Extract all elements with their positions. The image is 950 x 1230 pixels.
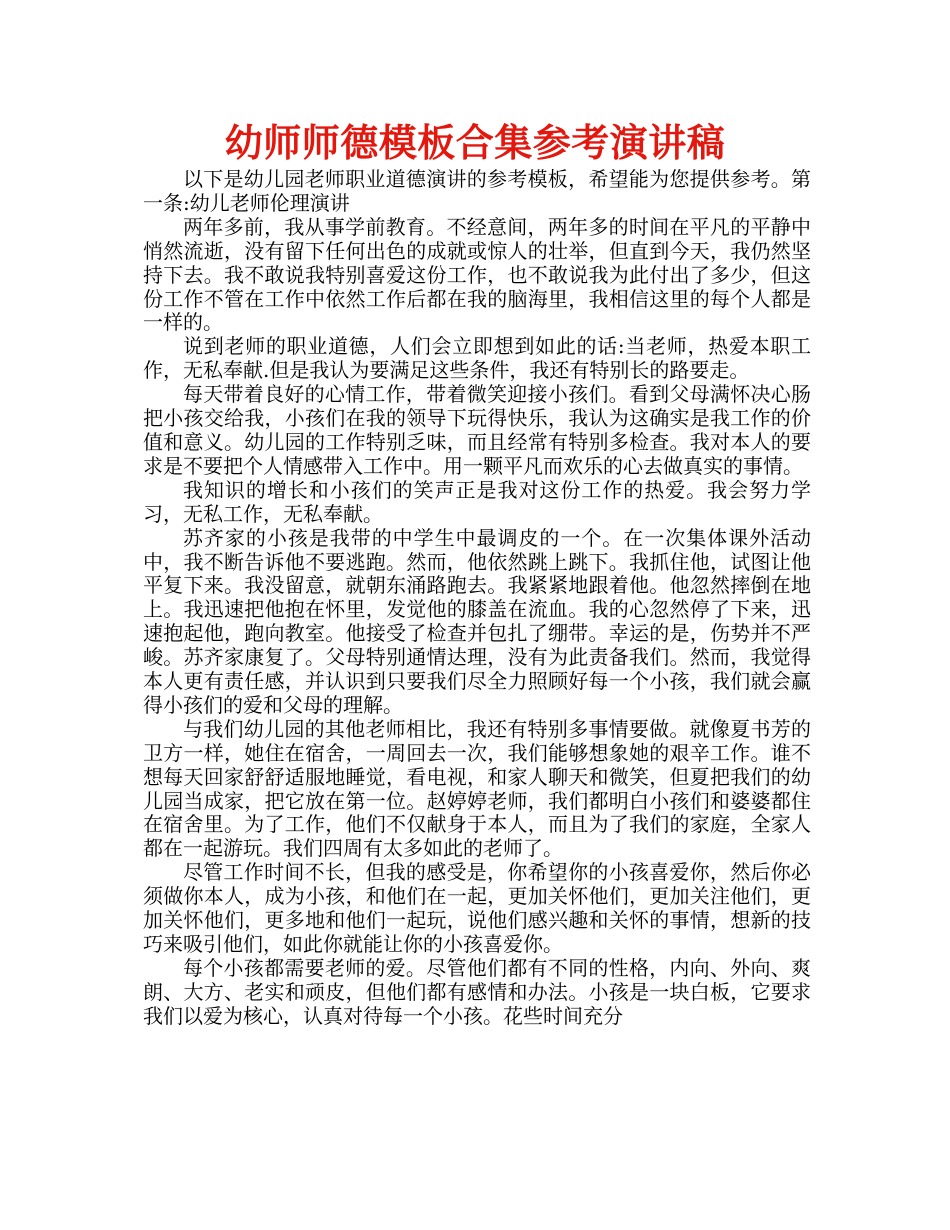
paragraph: 说到老师的职业道德，人们会立即想到如此的话:当老师，热爱本职工作，无私奉献.但是我认为要满足这些条件，我还有特别长的路要走。 (143, 334, 811, 383)
paragraph: 尽管工作时间不长，但我的感受是，你希望你的小孩喜爱你，然后你必须做你本人，成为小孩，和他们在一起，更加关怀他们，更加关注他们，更加关怀他们，更多地和他们一起玩，说他们感兴趣和关怀的事情，想新的技巧来吸引他们，如此你就能让你的小孩喜爱你。 (143, 860, 811, 956)
paragraph: 每天带着良好的心情工作，带着微笑迎接小孩们。看到父母满怀决心肠把小孩交给我，小孩们在我的领导下玩得快乐，我认为这确实是我工作的价值和意义。幼儿园的工作特别乏味，而且经常有特别多检查。我对本人的要求是不要把个人情感带入工作中。用一颗平凡而欢乐的心去做真实的事情。 (143, 382, 811, 478)
paragraph: 以下是幼儿园老师职业道德演讲的参考模板，希望能为您提供参考。第一条:幼儿老师伦理演讲 (143, 167, 811, 215)
paragraph: 我知识的增长和小孩们的笑声正是我对这份工作的热爱。我会努力学习，无私工作，无私奉献。 (143, 477, 811, 526)
paragraph: 两年多前，我从事学前教育。不经意间，两年多的时间在平凡的平静中悄然流逝，没有留下任何出色的成就或惊人的壮举，但直到今天，我仍然坚持下去。我不敢说我特别喜爱这份工作，也不敢说我为此付出了多少，但这份工作不管在工作中依然工作后都在我的脑海里，我相信这里的每个人都是一样的。 (143, 214, 811, 335)
document-body (143, 168, 811, 1029)
paragraph: 与我们幼儿园的其他老师相比，我还有特别多事情要做。就像夏书芳的卫方一样，她住在宿舍，一周回去一次，我们能够想象她的艰辛工作。谁不想每天回家舒舒适服地睡觉，看电视，和家人聊天和微笑，但夏把我们的幼儿园当成家，把它放在第一位。赵婷婷老师，我们都明白小孩们和婆婆都住在宿舍里。为了工作，他们不仅献身于本人，而且为了我们的家庭，全家人都在一起游玩。我们四周有太多如此的老师了。 (143, 716, 811, 861)
paragraph: 每个小孩都需要老师的爱。尽管他们都有不同的性格，内向、外向、爽朗、大方、老实和顽皮，但他们都有感情和办法。小孩是一块白板，它要求我们以爱为核心，认真对待每一个小孩。花些时间充分 (143, 955, 811, 1028)
paragraph: 苏齐家的小孩是我带的中学生中最调皮的一个。在一次集体课外活动中，我不断告诉他不要逃跑。然而，他依然跳上跳下。我抓住他，试图让他平复下来。我没留意，就朝东涌路跑去。我紧紧地跟着他。他忽然摔倒在地上。我迅速把他抱在怀里，发觉他的膝盖在流血。我的心忽然停了下来，迅速抱起他，跑向教室。他接受了检查并包扎了绷带。幸运的是，伤势并不严峻。苏齐家康复了。父母特别通情达理，没有为此责备我们。然而，我觉得本人更有责任感，并认识到只要我们尽全力照顾好每一个小孩，我们就会赢得小孩们的爱和父母的理解。 (143, 525, 811, 717)
document-title: 幼师师德模板合集参考演讲稿 (224, 121, 726, 165)
